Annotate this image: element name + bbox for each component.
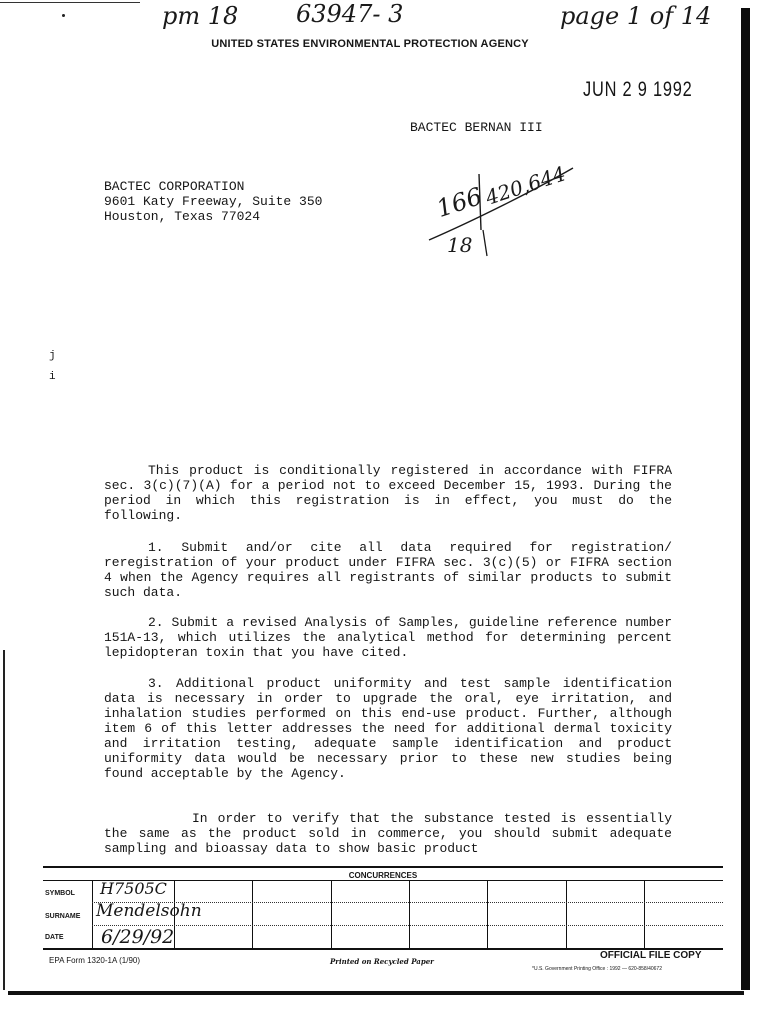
- row-label-surname: SURNAME: [45, 913, 81, 920]
- table-column-divider: [331, 880, 332, 948]
- paragraph-verification: In order to verify that the substance tested is essentially the same as the product sold in commerce, you should submit adequate sampling and bioassay data to show basic product: [104, 811, 672, 856]
- addressee-line-2: 9601 Katy Freeway, Suite 350: [104, 194, 323, 209]
- printing-office-note: *U.S. Government Printing Office : 1992 — 620-858/40672: [532, 966, 662, 972]
- table-column-divider: [252, 880, 253, 948]
- symbol-entry: H7505C: [100, 879, 167, 898]
- addressee-line-1: BACTEC CORPORATION: [104, 179, 245, 194]
- scan-edge-line: [0, 2, 140, 3]
- scan-speck: [62, 14, 65, 17]
- handwritten-registration-number: 63947- 3: [296, 0, 404, 28]
- paragraph-item-1: 1. Submit and/or cite all data required for registration/ reregistration of your product under FIFRA sec. 3(c)(5) or FIFRA section 4 when the Agency requires all registrants of similar products to submit such data.: [104, 540, 672, 600]
- addressee-block: [104, 179, 322, 224]
- handwritten-file-prefix: pm 18: [162, 2, 239, 30]
- row-label-symbol: SYMBOL: [45, 890, 75, 897]
- paragraph-item-2: 2. Submit a revised Analysis of Samples, guideline reference number 151A-13, which utilizes the analytical method for determining percent lepidopteran toxin that you have cited.: [104, 615, 672, 660]
- official-file-copy: OFFICIAL FILE COPY: [600, 950, 702, 961]
- margin-mark: j: [49, 350, 56, 362]
- date-entry: 6/29/92: [101, 926, 175, 948]
- concurrences-top-rule: [43, 866, 723, 868]
- concurrences-title: CONCURRENCES: [348, 871, 418, 880]
- handwritten-page-note: page 1 of 14: [560, 2, 712, 30]
- surname-signature: Mendelsohn: [96, 901, 202, 921]
- row-divider-dotted: [92, 925, 723, 926]
- scan-right-border: [741, 8, 750, 990]
- form-number: EPA Form 1320-1A (1/90): [49, 956, 141, 965]
- stamp-bottom-text: 18: [447, 233, 473, 257]
- paragraph-intro: This product is conditionally registered in accordance with FIFRA sec. 3(c)(7)(A) for a period not to exceed December 15, 1993. During the period in which this registration is in effect, you must do the following.: [104, 463, 672, 523]
- table-column-divider: [92, 880, 93, 948]
- table-column-divider: [566, 880, 567, 948]
- stamp-lower-stroke: [483, 230, 487, 256]
- scan-bottom-border: [8, 991, 744, 995]
- margin-mark: i: [49, 371, 56, 383]
- recycled-paper-note: Printed on Recycled Paper: [330, 957, 434, 966]
- addressee-line-3: Houston, Texas 77024: [104, 209, 261, 224]
- table-column-divider: [409, 880, 410, 948]
- handwritten-stamp: [425, 160, 585, 260]
- stamp-top-text: 166: [433, 182, 486, 223]
- row-label-date: DATE: [45, 934, 64, 941]
- agency-heading: UNITED STATES ENVIRONMENTAL PROTECTION AGENCY: [211, 38, 529, 50]
- scan-left-border: [3, 650, 5, 990]
- date-stamp: JUN 2 9 1992: [583, 78, 693, 101]
- table-column-divider: [487, 880, 488, 948]
- table-column-divider: [644, 880, 645, 948]
- paragraph-item-3: 3. Additional product uniformity and test sample identification data is necessary in order to upgrade the oral, eye irritation, and inhalation studies performed on this end-use product. Further, although item 6 of this letter addresses the need for additional dermal toxicity and irritation testing, adequate sample identification and product uniformity data would be necessary prior to these new studies being found acceptable by the Agency.: [104, 676, 672, 781]
- stamp-top-right-text: 420,644: [482, 161, 569, 210]
- product-name: BACTEC BERNAN III: [410, 120, 543, 135]
